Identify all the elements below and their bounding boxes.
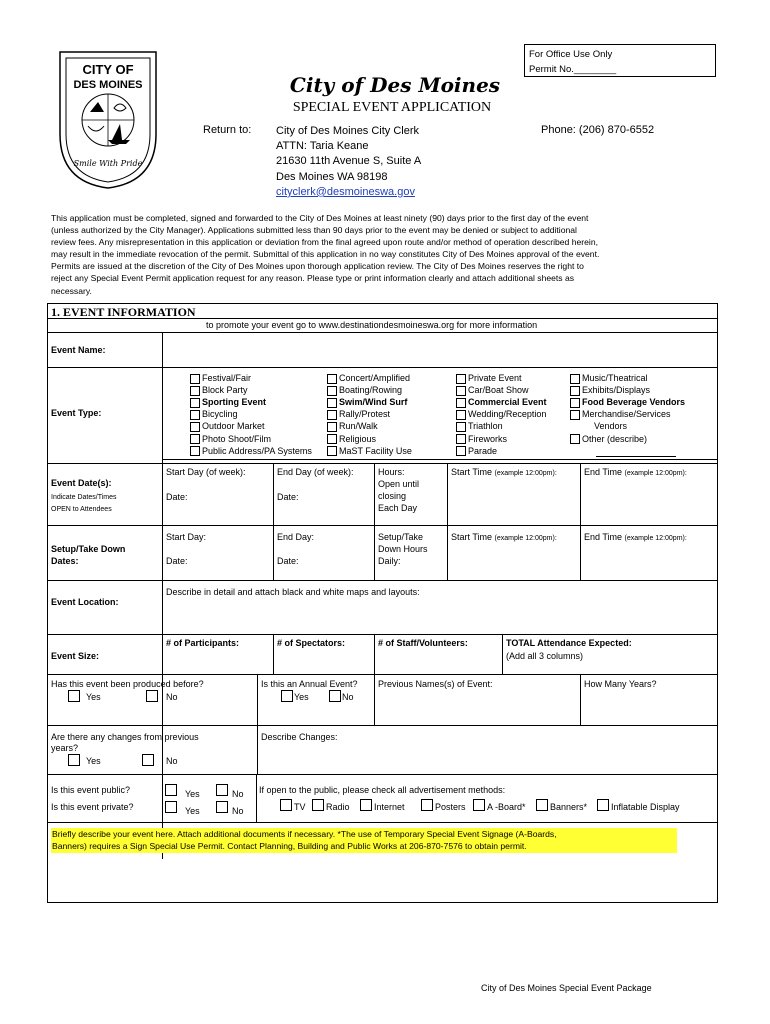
setup-end-time-label: End Time (example 12:00pm):	[584, 532, 687, 542]
changes-question: Are there any changes from previous	[51, 732, 199, 742]
changes-yes-checkbox[interactable]	[68, 754, 80, 766]
public-question: Is this event public?	[51, 785, 131, 795]
event-type-checkbox[interactable]	[190, 386, 200, 396]
permit-number-field[interactable]: Permit No.________	[529, 64, 617, 75]
event-type-option-label: Food Beverage Vendors	[582, 397, 686, 408]
address-line: Des Moines WA 98198	[276, 170, 388, 183]
return-label: Return to:	[203, 124, 252, 136]
brief-description-field[interactable]	[51, 856, 714, 900]
private-yes-checkbox[interactable]	[165, 801, 177, 813]
event-type-checkbox[interactable]	[327, 398, 337, 408]
annual-yes-checkbox[interactable]	[281, 690, 293, 702]
event-type-checkbox[interactable]	[570, 374, 580, 384]
advertisement-checkbox[interactable]	[280, 799, 292, 811]
phone-number: Phone: (206) 870-6552	[541, 124, 655, 136]
produced-yes-checkbox[interactable]	[68, 690, 80, 702]
event-type-checkbox[interactable]	[190, 410, 200, 420]
event-type-checkbox[interactable]	[327, 386, 337, 396]
address-line: City of Des Moines City Clerk	[276, 125, 420, 137]
event-type-checkbox[interactable]	[570, 398, 580, 408]
event-type-option-label: Merchandise/Services	[582, 409, 671, 420]
advertisement-question: If open to the public, please check all advertisement methods:	[259, 785, 506, 795]
event-type-option-label: Vendors	[594, 421, 628, 432]
office-use-label: For Office Use Only	[529, 49, 613, 60]
total-attendance-sub: (Add all 3 columns)	[506, 651, 584, 661]
advertisement-method-label: Internet	[374, 802, 405, 812]
event-dates-label: Event Date(s):	[51, 478, 112, 488]
event-type-checkbox[interactable]	[456, 398, 466, 408]
event-type-checkbox[interactable]	[456, 410, 466, 420]
no-label: No	[166, 692, 178, 702]
produced-no-checkbox[interactable]	[146, 690, 158, 702]
setup-start-time-label: Start Time (example 12:00pm):	[451, 532, 557, 542]
event-type-option-label: Outdoor Market	[202, 421, 265, 432]
event-type-checkbox[interactable]	[190, 422, 200, 432]
event-type-option-label: Festival/Fair	[202, 373, 252, 383]
setup-hours-label: Down Hours	[378, 544, 428, 554]
event-type-option-label: Other (describe)	[582, 433, 648, 444]
event-type-checkbox[interactable]	[570, 386, 580, 396]
event-start-date-field[interactable]: Date:	[166, 492, 188, 502]
hours-label: Open until	[378, 479, 420, 489]
end-time-label: End Time (example 12:00pm):	[584, 467, 687, 477]
event-type-option-label: Car/Boat Show	[468, 385, 529, 396]
event-name-label: Event Name:	[51, 345, 106, 355]
event-type-option-label: Rally/Protest	[339, 409, 391, 420]
return-address	[276, 124, 421, 200]
advertisement-method-label: A -Board*	[487, 802, 526, 812]
event-type-option-label: Photo Shoot/Film	[202, 433, 272, 444]
email-link[interactable]: cityclerk@desmoineswa.gov	[276, 185, 415, 198]
total-attendance-label: TOTAL Attendance Expected:	[506, 638, 632, 648]
advertisement-checkbox[interactable]	[360, 799, 372, 811]
advertisement-checkbox[interactable]	[536, 799, 548, 811]
setup-label: Dates:	[51, 556, 79, 566]
page-footer: City of Des Moines Special Event Package	[481, 983, 652, 993]
city-title: City of Des Moines	[289, 73, 501, 97]
event-type-checkbox[interactable]	[190, 434, 200, 444]
event-type-checkbox[interactable]	[327, 410, 337, 420]
event-type-option-label: Boating/Rowing	[339, 385, 403, 396]
private-no-checkbox[interactable]	[216, 801, 228, 813]
event-type-option-label: Block Party	[202, 385, 248, 396]
no-label: No	[232, 806, 244, 816]
city-seal-logo	[50, 42, 166, 190]
event-type-option-label: Wedding/Reception	[468, 409, 547, 420]
section-title: 1. EVENT INFORMATION	[51, 305, 196, 319]
end-day-label: End Day (of week):	[277, 467, 354, 477]
no-label: No	[342, 692, 354, 702]
staff-label: # of Staff/Volunteers:	[378, 638, 468, 648]
produced-before-question: Has this event been produced before?	[51, 679, 204, 689]
seal-motto-text: Smile With Pride	[73, 159, 143, 168]
setup-label: Setup/Take Down	[51, 544, 126, 554]
event-end-date-field[interactable]: Date:	[277, 492, 299, 502]
event-type-option-label: Triathlon	[468, 421, 503, 432]
event-type-option-label: Parade	[468, 445, 498, 456]
event-dates-sub: Indicate Dates/Times	[51, 494, 117, 501]
no-label: No	[166, 756, 178, 766]
event-type-checkbox[interactable]	[456, 434, 466, 444]
event-type-option-label: Sporting Event	[202, 397, 267, 408]
event-type-option-label: Concert/Amplified	[339, 373, 411, 383]
spectators-label: # of Spectators:	[277, 638, 346, 648]
annual-no-checkbox[interactable]	[329, 690, 341, 702]
advertisement-checkbox[interactable]	[597, 799, 609, 811]
event-type-option-label: MaST Facility Use	[339, 445, 412, 456]
no-label: No	[232, 789, 244, 799]
event-type-checkbox[interactable]	[456, 386, 466, 396]
annual-event-question: Is this an Annual Event?	[261, 679, 358, 689]
hours-label: Each Day	[378, 503, 418, 513]
event-size-label: Event Size:	[51, 651, 100, 661]
event-type-label: Event Type:	[51, 408, 102, 418]
event-type-option-label: Bicycling	[202, 409, 238, 420]
event-information-form	[47, 303, 718, 903]
other-describe-line	[596, 456, 676, 457]
location-description: Describe in detail and attach black and white maps and layouts:	[166, 587, 420, 597]
how-many-years-label: How Many Years?	[584, 679, 657, 689]
address-line: ATTN: Taria Keane	[276, 140, 369, 153]
changes-question: years?	[51, 743, 79, 753]
seal-bottom-text: DES MOINES	[73, 79, 143, 91]
event-type-option-label: Run/Walk	[339, 421, 378, 432]
advertisement-method-label: Radio	[326, 802, 350, 812]
start-time-label: Start Time (example 12:00pm):	[451, 467, 557, 477]
event-type-option-label: Music/Theatrical	[582, 373, 648, 383]
yes-label: Yes	[185, 806, 200, 816]
setup-hours-label: Daily:	[378, 556, 401, 566]
setup-hours-label: Setup/Take	[378, 532, 424, 542]
yes-label: Yes	[86, 692, 101, 702]
event-type-checkbox[interactable]	[570, 410, 580, 420]
changes-no-checkbox[interactable]	[142, 754, 154, 766]
event-type-option-label: Exhibits/Displays	[582, 385, 651, 396]
event-type-checkbox[interactable]	[327, 434, 337, 444]
event-type-checkbox[interactable]	[456, 374, 466, 384]
promo-text: to promote your event go to www.destinationdesmoineswa.org for more information	[206, 320, 538, 330]
private-question: Is this event private?	[51, 802, 134, 812]
event-type-checkbox[interactable]	[327, 374, 337, 384]
event-type-checkbox[interactable]	[570, 434, 580, 444]
event-type-checkbox[interactable]	[327, 446, 337, 456]
start-day-label: Start Day (of week):	[166, 467, 246, 477]
event-type-checkbox[interactable]	[327, 422, 337, 432]
event-type-option-label: Private Event	[468, 373, 522, 383]
advertisement-checkbox[interactable]	[421, 799, 433, 811]
advertisement-method-label: Banners*	[550, 802, 588, 812]
describe-changes-label: Describe Changes:	[261, 732, 338, 742]
event-dates-sub: OPEN to Attendees	[51, 506, 112, 513]
advertisement-checkbox[interactable]	[312, 799, 324, 811]
participants-label: # of Participants:	[166, 638, 240, 648]
event-name-field[interactable]	[164, 334, 714, 366]
event-type-option-label: Public Address/PA Systems	[202, 445, 312, 456]
advertisement-method-label: TV	[294, 802, 306, 812]
seal-top-text: CITY OF	[82, 62, 134, 77]
address-line: 21630 11th Avenue S, Suite A	[276, 155, 422, 168]
setup-end-date-field[interactable]: Date:	[277, 556, 299, 566]
public-no-checkbox[interactable]	[216, 784, 228, 796]
event-type-checkbox[interactable]	[190, 374, 200, 384]
advertisement-checkbox[interactable]	[473, 799, 485, 811]
yes-label: Yes	[185, 789, 200, 799]
hours-label: closing	[378, 491, 407, 501]
event-location-label: Event Location:	[51, 597, 119, 607]
setup-start-date-field[interactable]: Date:	[166, 556, 188, 566]
event-type-checkbox[interactable]	[456, 422, 466, 432]
application-title: SPECIAL EVENT APPLICATION	[292, 100, 492, 115]
brief-description-note: Briefly describe your event here. Attach additional documents if necessary. *The use of Temporary Special Event Signage (A-Boards, Banners) requires a Sign Special Use Permit. Contact Planning, Building and Public Works at 206-870-7576 to obtain permit.	[51, 828, 677, 853]
event-type-checkbox[interactable]	[456, 446, 466, 456]
event-type-option-label: Religious	[339, 433, 377, 444]
event-type-option-label: Commercial Event	[468, 397, 547, 408]
hours-label: Hours:	[378, 467, 405, 477]
yes-label: Yes	[86, 756, 101, 766]
event-type-checkbox[interactable]	[190, 398, 200, 408]
event-type-option-label: Fireworks	[468, 433, 508, 444]
advertisement-method-label: Inflatable Display	[611, 802, 680, 812]
yes-label: Yes	[294, 692, 309, 702]
setup-start-day-label: Start Day:	[166, 532, 207, 542]
intro-paragraph: This application must be completed, signed and forwarded to the City of Des Moines at least ninety (90) days prior to the first day of the event (unless authorized by the City Manager). Applications submitted less than 90 days prior to the event may be denied or subject to additional review fees. Any misrepresentation in this application or deviation from the final agreed upon route and/or method of operation described herein, may result in the immediate revocation of the permit. Submittal of this application in no way constitutes City of Des Moines approval of the event. Permits are issued at the discretion of the City of Des Moines upon thorough application review. The City of Des Moines reserves the right to reject any Special Event Permit application request for any reason. Please type or print information clearly and attach additional sheets as necessary.	[51, 213, 600, 296]
previous-names-label: Previous Names(s) of Event:	[378, 679, 493, 689]
public-yes-checkbox[interactable]	[165, 784, 177, 796]
advertisement-method-label: Posters	[435, 802, 466, 812]
event-type-option-label: Swim/Wind Surf	[339, 397, 408, 408]
setup-end-day-label: End Day:	[277, 532, 315, 542]
event-type-checkbox[interactable]	[190, 446, 200, 456]
